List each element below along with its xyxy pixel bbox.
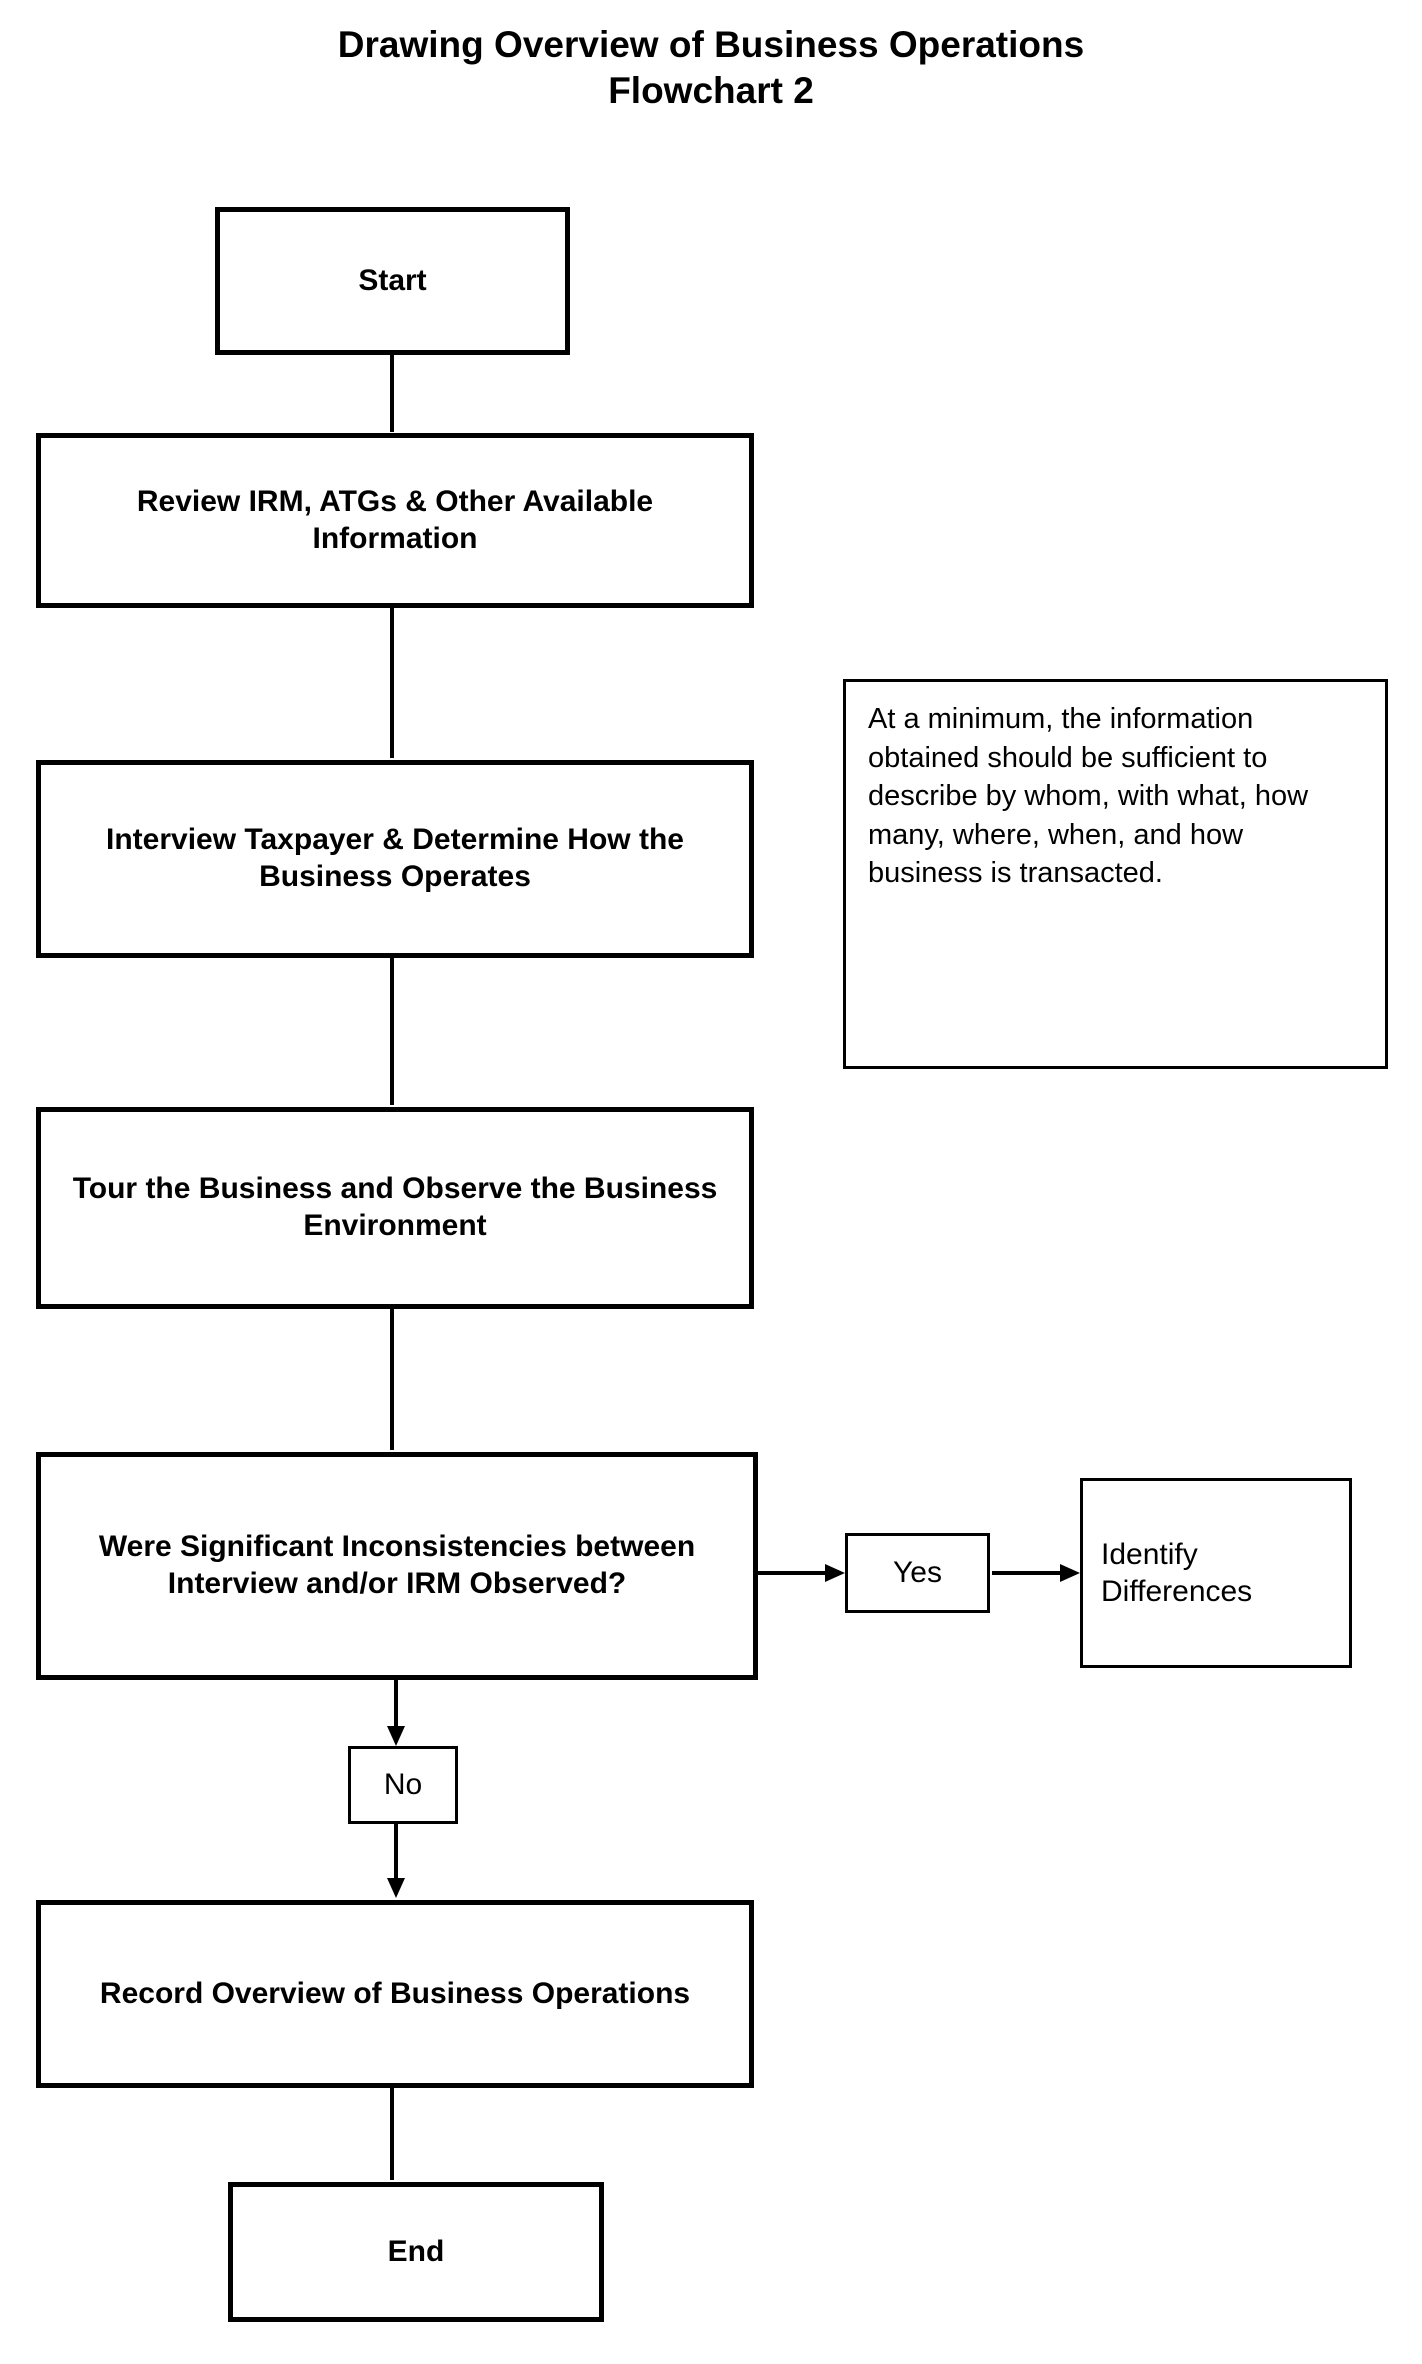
node-identify-differences[interactable] [1080, 1478, 1352, 1668]
node-record-overview[interactable] [36, 1900, 754, 2088]
node-start[interactable] [215, 207, 570, 355]
node-interview-taxpayer[interactable] [36, 760, 754, 958]
edge-label-yes[interactable] [845, 1533, 990, 1613]
page-title-line-1: Drawing Overview of Business Operations [337, 24, 1085, 65]
node-decision-inconsistencies-label: Were Significant Inconsistencies between Interview and/or IRM Observed? [98, 1530, 696, 1600]
node-identify-differences-label: Identify Differences [1101, 1537, 1253, 1608]
page-title [0, 22, 1422, 115]
edge-label-no-text: No [383, 1768, 423, 1801]
page-title-line-2: Flowchart 2 [608, 70, 814, 112]
node-tour-business-label: Tour the Business and Observe the Business Environment [72, 1172, 718, 1242]
node-interview-taxpayer-label: Interview Taxpayer & Determine How the Business Operates [106, 823, 684, 893]
node-end[interactable] [228, 2182, 604, 2322]
node-review-irm-label: Review IRM, ATGs & Other Available Information [136, 484, 654, 555]
note-minimum-information-text: At a minimum, the information obtained should be sufficient to describe by whom, with what, how many, where, when, and how business is transacted. [868, 703, 1309, 890]
node-start-label: Start [358, 263, 427, 297]
note-minimum-information [843, 679, 1388, 1069]
edge-label-yes-text: Yes [893, 1556, 942, 1589]
edge-label-no[interactable] [348, 1746, 458, 1824]
node-record-overview-label: Record Overview of Business Operations [99, 1976, 691, 2010]
node-tour-business[interactable] [36, 1107, 754, 1309]
node-review-irm[interactable] [36, 433, 754, 608]
node-decision-inconsistencies[interactable] [36, 1452, 758, 1680]
node-end-label: End [387, 2234, 445, 2268]
